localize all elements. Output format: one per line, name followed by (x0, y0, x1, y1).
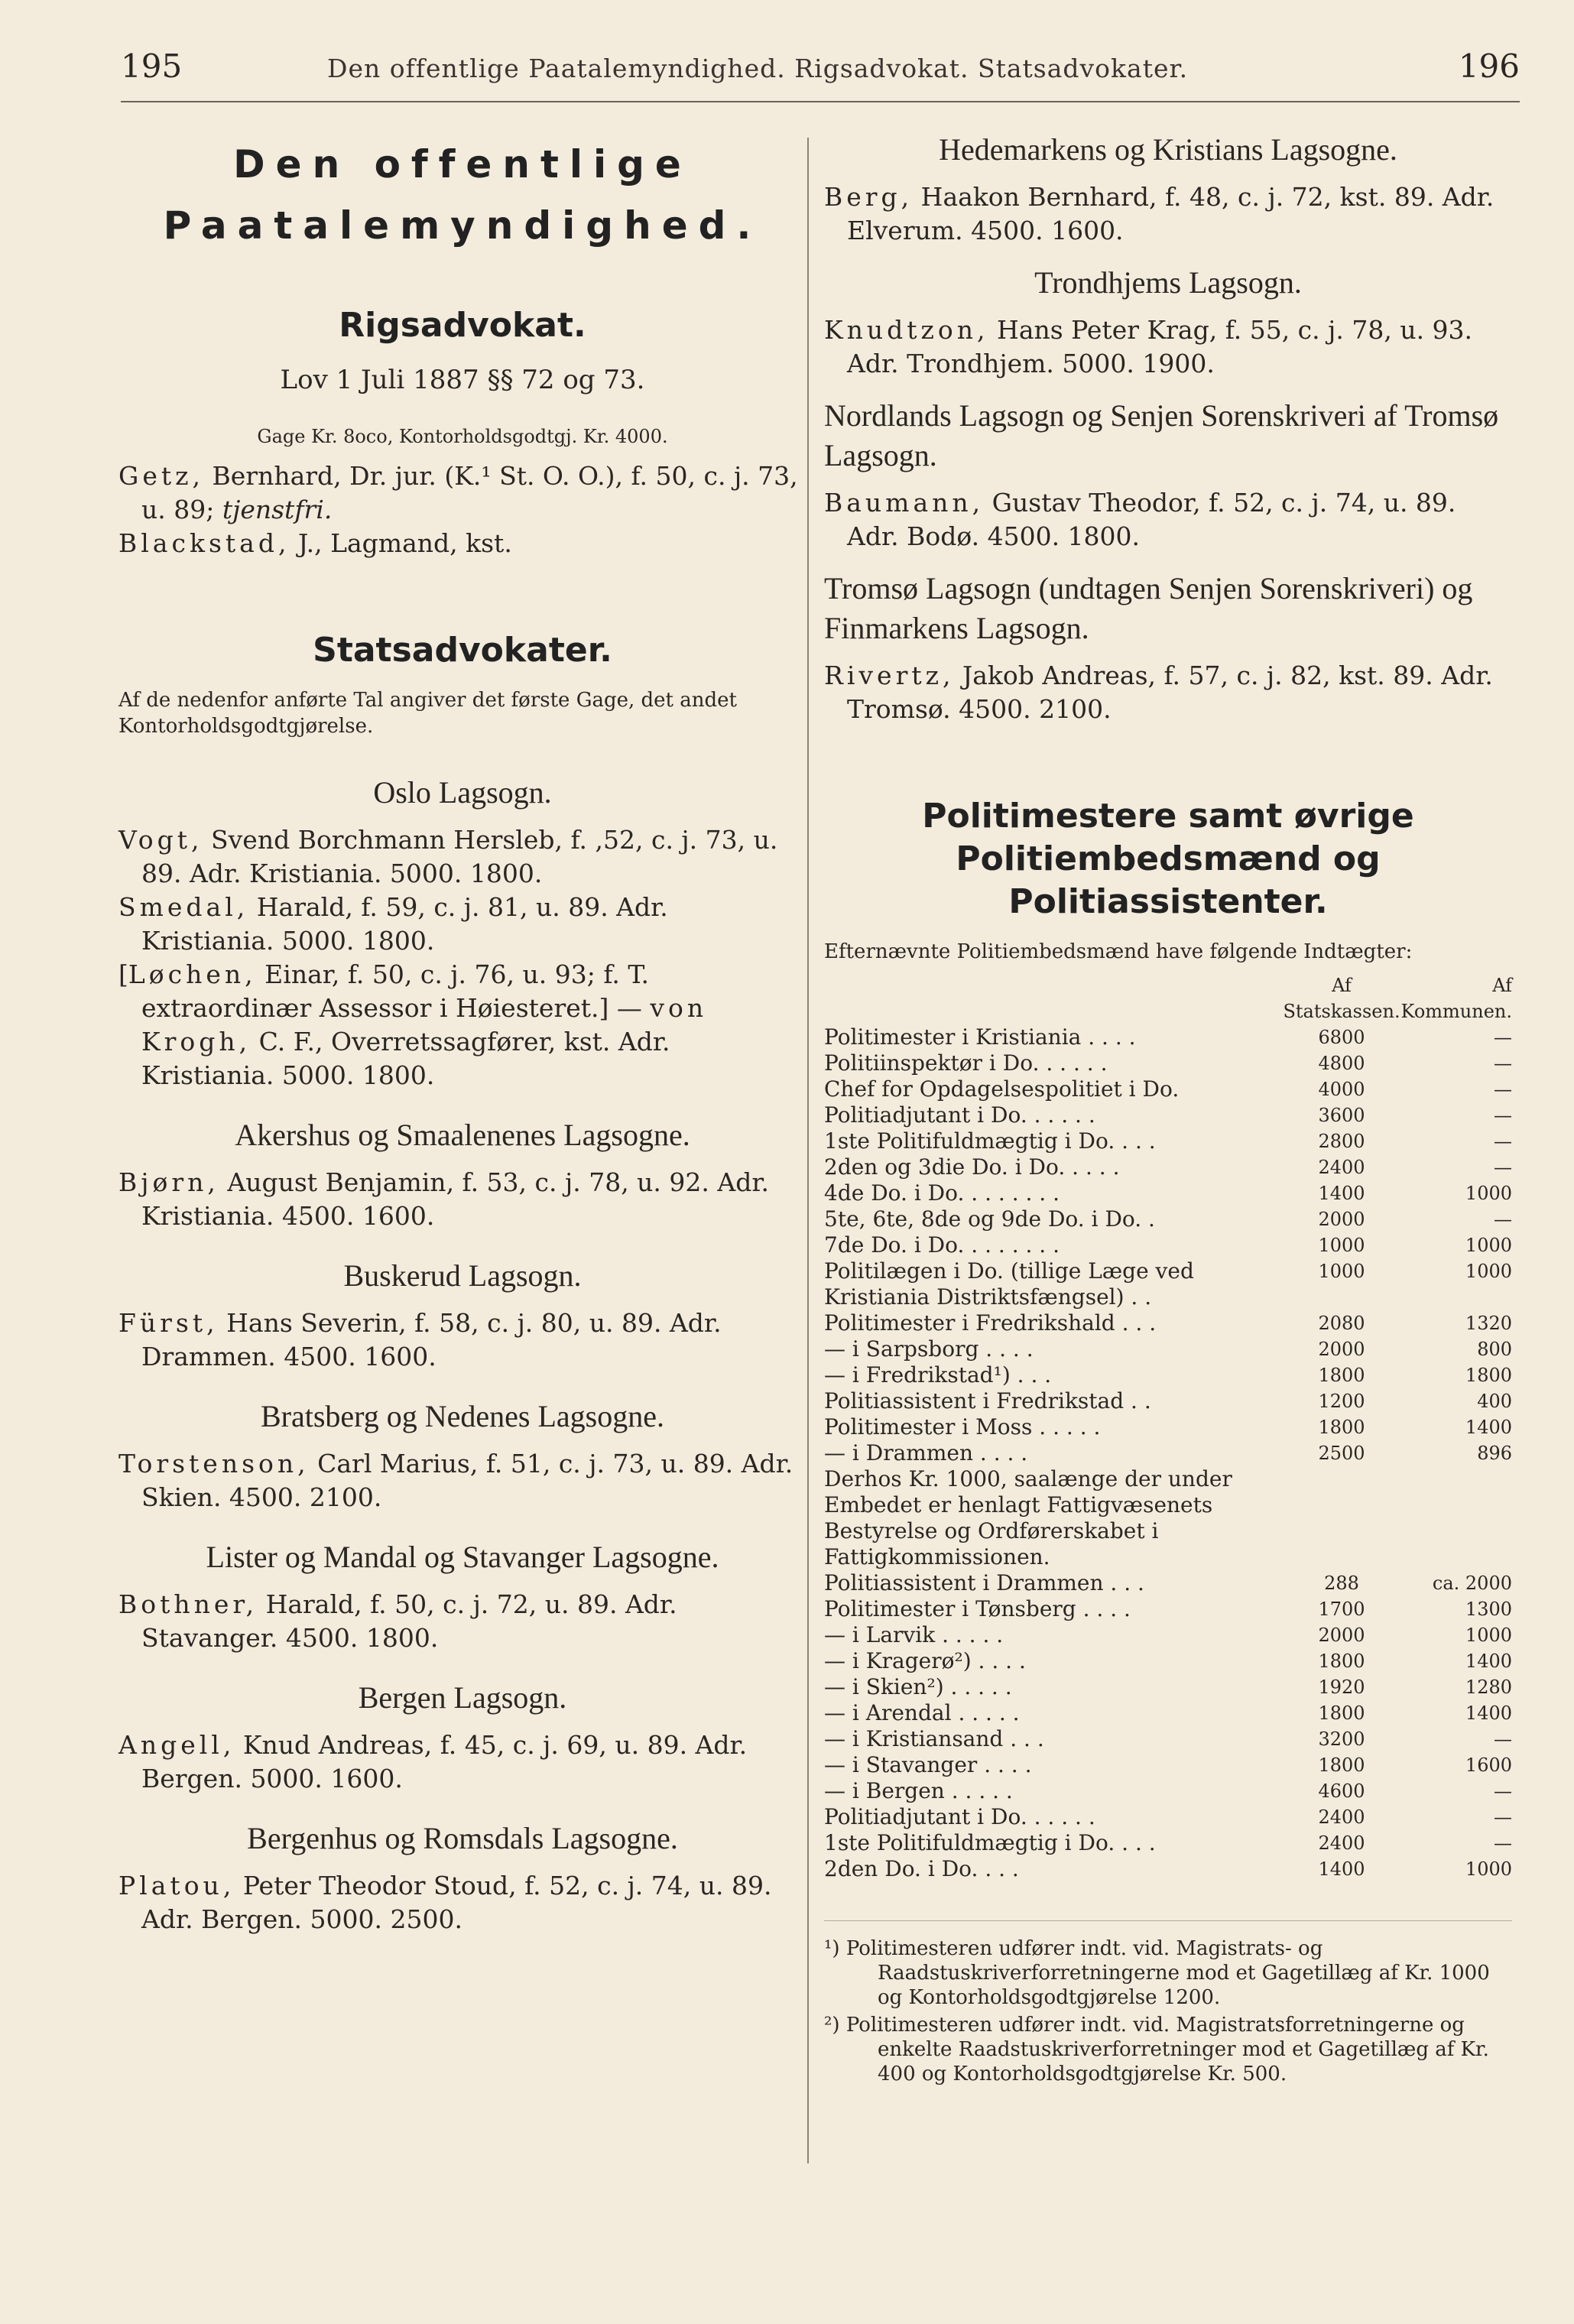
row-kom-value: 1000 (1465, 1625, 1512, 1646)
heading-lister: Lister og Mandal og Stavanger Lagsogne. (206, 1540, 719, 1574)
row-kom-value: — (1494, 1728, 1512, 1750)
table-row (824, 1102, 1512, 1128)
row-label: — i Kristiansand . . . (824, 1726, 1044, 1751)
row-label: Politiassistent i Drammen . . . (824, 1570, 1144, 1595)
table-row (824, 1648, 1512, 1674)
row-stat-value: 2400 (1318, 1806, 1365, 1828)
column-divider (807, 138, 809, 2163)
table-row (824, 1154, 1512, 1180)
row-kom-value: 1400 (1465, 1650, 1512, 1672)
row-kom-value: 1000 (1465, 1261, 1512, 1282)
table-row (824, 1752, 1512, 1778)
row-label: Politiinspektør i Do. . . . . . (824, 1050, 1108, 1076)
row-kom-value: 1300 (1465, 1599, 1512, 1620)
row-kom-value: 1280 (1465, 1676, 1512, 1698)
table-row (824, 1232, 1512, 1258)
row-stat-value: 1000 (1318, 1261, 1365, 1282)
row-stat-value: 1000 (1318, 1235, 1365, 1256)
row-kom-value: 800 (1477, 1339, 1512, 1360)
table-row (824, 1778, 1512, 1804)
row-label: 1ste Politifuldmægtig i Do. . . . (824, 1830, 1156, 1855)
table-row (824, 1388, 1512, 1414)
right-column (824, 130, 1512, 2089)
row-label: — i Stavanger . . . . (824, 1752, 1032, 1777)
rigsadvokat-heading: Rigsadvokat. (339, 306, 586, 345)
row-kom-value: 1400 (1465, 1702, 1512, 1724)
row-stat-value: 288 (1324, 1573, 1359, 1594)
table-row (824, 1570, 1512, 1596)
row-label: Politiadjutant i Do. . . . . . (824, 1102, 1095, 1128)
left-column (118, 130, 806, 1936)
page-number-left: 195 (121, 47, 183, 85)
row-kom-value: 1000 (1465, 1183, 1512, 1204)
table-row (824, 1674, 1512, 1700)
heading-akershus: Akershus og Smaalenenes Lagsogne. (235, 1118, 690, 1152)
entry-bjorn: Bjørn, August Benjamin, f. 53, c. j. 78, u. 92. Adr. Kristiania. 4500. 1600. (118, 1167, 769, 1231)
politi-table (824, 972, 1512, 1882)
row-kom-value: — (1494, 1105, 1512, 1126)
running-header (121, 47, 1520, 102)
row-stat-value: 4800 (1318, 1053, 1365, 1074)
table-row (824, 1362, 1512, 1388)
footnote-2: ²) Politimesteren udfører indt. vid. Magistratsforretningerne og enkelte Raadstuskriverforretninger mod et Gagetillæg af Kr. 400 og Kontorholdsgodtgjørelse Kr. 500. (824, 2014, 1489, 2085)
main-heading-line1: Den offentlige (233, 142, 692, 187)
row-label: 5te, 6te, 8de og 9de Do. i Do. . (824, 1206, 1155, 1232)
table-row (824, 1440, 1512, 1466)
row-stat-value: 2400 (1318, 1157, 1365, 1178)
row-stat-value (1283, 1466, 1401, 1570)
row-kom-value: — (1494, 1079, 1512, 1100)
row-stat-value: 1400 (1318, 1858, 1365, 1880)
heading-hedemarken: Hedemarkens og Kristians Lagsogne. (939, 132, 1397, 167)
table-row (824, 1310, 1512, 1336)
row-label: 1ste Politifuldmægtig i Do. . . . (824, 1128, 1156, 1154)
table-row (824, 1596, 1512, 1622)
entry-blackstad: Blackstad, J., Lagmand, kst. (118, 528, 512, 558)
row-label: Politimester i Fredrikshald . . . (824, 1310, 1157, 1336)
row-label: 4de Do. i Do. . . . . . . . (824, 1180, 1060, 1206)
entry-berg: Berg, Haakon Bernhard, f. 48, c. j. 72, kst. 89. Adr. Elverum. 4500. 1600. (824, 182, 1494, 245)
row-stat-value: 1200 (1318, 1391, 1365, 1412)
row-stat-value: 4000 (1318, 1079, 1365, 1100)
row-kom-value (1401, 1466, 1512, 1570)
politi-note: Efternævnte Politiembedsmænd have følgende Indtægter: (824, 940, 1413, 963)
row-kom-value: — (1494, 1209, 1512, 1230)
entry-platou: Platou, Peter Theodor Stoud, f. 52, c. j. 74, u. 89. Adr. Bergen. 5000. 2500. (118, 1871, 772, 1934)
row-label: Chef for Opdagelsespolitiet i Do. (824, 1076, 1180, 1102)
row-kom-value: 1800 (1465, 1365, 1512, 1386)
row-kom-value: 1600 (1465, 1754, 1512, 1776)
row-stat-value: 1920 (1318, 1676, 1365, 1698)
table-row (824, 1622, 1512, 1648)
row-label: 2den og 3die Do. i Do. . . . . (824, 1154, 1120, 1180)
row-kom-value: — (1494, 1780, 1512, 1802)
table-row (824, 1128, 1512, 1154)
row-stat-value: 1800 (1318, 1754, 1365, 1776)
heading-nordland: Nordlands Lagsogn og Senjen Sorenskriveri af Tromsø Lagsogn. (824, 398, 1499, 472)
heading-tromso: Tromsø Lagsogn (undtagen Senjen Sorenskriveri) og Finmarkens Lagsogn. (824, 571, 1473, 645)
law-reference: Lov 1 Juli 1887 §§ 72 og 73. (280, 365, 645, 395)
table-row (824, 1336, 1512, 1362)
row-stat-value: 2500 (1318, 1443, 1365, 1464)
row-label: — i Sarpsborg . . . . (824, 1336, 1034, 1362)
table-row (824, 1830, 1512, 1856)
table-row (824, 1206, 1512, 1232)
row-stat-value: 2400 (1318, 1832, 1365, 1854)
row-label: — i Skien²) . . . . . (824, 1674, 1012, 1699)
entry-baumann: Baumann, Gustav Theodor, f. 52, c. j. 74, u. 89. Adr. Bodø. 4500. 1800. (824, 488, 1456, 551)
row-label: Politiadjutant i Do. . . . . . (824, 1804, 1095, 1829)
row-label: Politiassistent i Fredrikstad . . (824, 1388, 1151, 1414)
entry-angell: Angell, Knud Andreas, f. 45, c. j. 69, u. 89. Adr. Bergen. 5000. 1600. (118, 1730, 748, 1793)
row-stat-value: 2080 (1318, 1313, 1365, 1334)
row-kom-value: 896 (1477, 1443, 1512, 1464)
row-kom-value: — (1494, 1806, 1512, 1828)
row-stat-value: 2000 (1318, 1339, 1365, 1360)
main-heading-line2: Paatalemyndighed. (163, 203, 762, 248)
row-label: — i Bergen . . . . . (824, 1778, 1013, 1803)
row-stat-value: 2000 (1318, 1625, 1365, 1646)
footnotes (824, 1920, 1512, 2086)
row-label: — i Fredrikstad¹) . . . (824, 1362, 1052, 1388)
row-label: Politimester i Tønsberg . . . . (824, 1596, 1131, 1621)
table-row (824, 1076, 1512, 1102)
heading-bergenhus: Bergenhus og Romsdals Lagsogne. (247, 1821, 678, 1855)
row-kom-value: 400 (1477, 1391, 1512, 1412)
entry-vogt: Vogt, Svend Borchmann Hersleb, f. ,52, c. j. 73, u. 89. Adr. Kristiania. 5000. 1800. (118, 825, 778, 888)
heading-buskerud: Buskerud Lagsogn. (343, 1258, 582, 1293)
entry-bothner: Bothner, Harald, f. 50, c. j. 72, u. 89. Adr. Stavanger. 4500. 1800. (118, 1589, 677, 1653)
table-row (824, 1726, 1512, 1752)
row-label: Politimester i Kristiania . . . . (824, 1024, 1136, 1050)
gage-line: Gage Kr. 8oco, Kontorholdsgodtgj. Kr. 4000. (257, 426, 668, 447)
table-row (824, 1414, 1512, 1440)
row-kom-value: — (1494, 1157, 1512, 1178)
row-stat-value: 1700 (1318, 1599, 1365, 1620)
row-kom-value: — (1494, 1832, 1512, 1854)
row-stat-value: 4600 (1318, 1780, 1365, 1802)
row-stat-value: 1800 (1318, 1650, 1365, 1672)
row-stat-value: 6800 (1318, 1027, 1365, 1048)
statsadvokater-heading: Statsadvokater. (313, 631, 612, 670)
row-kom-value: 1000 (1465, 1858, 1512, 1880)
row-label: Derhos Kr. 1000, saalænge der under Embedet er henlagt Fattigvæsenets Bestyrelse og Ordførerskabet i Fattigkommissionen. (824, 1466, 1232, 1569)
table-row (824, 1050, 1512, 1076)
entry-furst: Fürst, Hans Severin, f. 58, c. j. 80, u. 89. Adr. Drammen. 4500. 1600. (118, 1308, 722, 1371)
entry-lochen: [Løchen, Einar, f. 50, c. j. 76, u. 93; f. T. extraordinær Assessor i Høiesteret.] — von Krogh, C. F., Overretssagfører, kst. Adr. Kristiania. 5000. 1800. (118, 959, 708, 1090)
row-stat-value: 1800 (1318, 1365, 1365, 1386)
col-header-kom: Af Kommunen. (1400, 975, 1512, 1022)
table-row (824, 1258, 1512, 1310)
footnote-1: ¹) Politimesteren udfører indt. vid. Magistrats- og Raadstuskriverforretningerne mod et Gagetillæg af Kr. 1000 og Kontorholdsgodtgjørelse 1200. (824, 1937, 1490, 2009)
politi-heading: Politimestere samt øvrige Politiembedsmænd og Politiassistenter. (922, 797, 1414, 921)
row-stat-value: 1800 (1318, 1702, 1365, 1724)
table-row (824, 1180, 1512, 1206)
row-label: 2den Do. i Do. . . . (824, 1856, 1019, 1881)
entry-smedal: Smedal, Harald, f. 59, c. j. 81, u. 89. Adr. Kristiania. 5000. 1800. (118, 892, 668, 956)
heading-bergen: Bergen Lagsogn. (358, 1680, 567, 1715)
row-stat-value: 1400 (1318, 1183, 1365, 1204)
entry-knudtzon: Knudtzon, Hans Peter Krag, f. 55, c. j. 78, u. 93. Adr. Trondhjem. 5000. 1900. (824, 315, 1473, 378)
row-label: Politilægen i Do. (tillige Læge ved Kristiania Distriktsfængsel) . . (824, 1258, 1194, 1310)
row-kom-value: 1320 (1465, 1313, 1512, 1334)
heading-bratsberg: Bratsberg og Nedenes Lagsogne. (260, 1399, 664, 1433)
row-label: Politimester i Moss . . . . . (824, 1414, 1101, 1440)
row-kom-value: ca. 2000 (1432, 1573, 1512, 1594)
row-stat-value: 1800 (1318, 1417, 1365, 1438)
row-label: — i Drammen . . . . (824, 1440, 1028, 1465)
row-label: — i Kragerø²) . . . . (824, 1648, 1026, 1673)
table-row (824, 1804, 1512, 1830)
row-stat-value: 3600 (1318, 1105, 1365, 1126)
row-kom-value: 1000 (1465, 1235, 1512, 1256)
row-kom-value: — (1494, 1131, 1512, 1152)
col-header-stat: Af Statskassen. (1283, 975, 1400, 1022)
entry-rivertz: Rivertz, Jakob Andreas, f. 57, c. j. 82, kst. 89. Adr. Tromsø. 4500. 2100. (824, 661, 1493, 724)
entry-torstenson: Torstenson, Carl Marius, f. 51, c. j. 73, u. 89. Adr. Skien. 4500. 2100. (118, 1449, 793, 1512)
row-stat-value: 3200 (1318, 1728, 1365, 1750)
table-row (824, 1700, 1512, 1726)
row-kom-value: — (1494, 1053, 1512, 1074)
row-label: 7de Do. i Do. . . . . . . . (824, 1232, 1060, 1258)
heading-trondhjem: Trondhjems Lagsogn. (1034, 265, 1302, 300)
heading-oslo: Oslo Lagsogn. (373, 775, 552, 810)
table-row (824, 1856, 1512, 1882)
row-stat-value: 2000 (1318, 1209, 1365, 1230)
row-label: — i Larvik . . . . . (824, 1622, 1004, 1647)
statsadvokater-note: Af de nedenfor anførte Tal angiver det første Gage, det andet Kontorholdsgodtgjørelse. (118, 689, 737, 738)
table-row (824, 1024, 1512, 1050)
running-title: Den offentlige Paatalemyndighed. Rigsadvokat. Statsadvokater. (327, 54, 1189, 83)
page-number-right: 196 (1458, 47, 1520, 85)
row-kom-value: 1400 (1465, 1417, 1512, 1438)
row-kom-value: — (1494, 1027, 1512, 1048)
entry-getz: Getz, Bernhard, Dr. jur. (K.¹ St. O. O.), f. 50, c. j. 73, u. 89; tjenstfri. (118, 461, 798, 524)
row-stat-value: 2800 (1318, 1131, 1365, 1152)
row-label: — i Arendal . . . . . (824, 1700, 1020, 1725)
table-row (824, 1466, 1512, 1570)
